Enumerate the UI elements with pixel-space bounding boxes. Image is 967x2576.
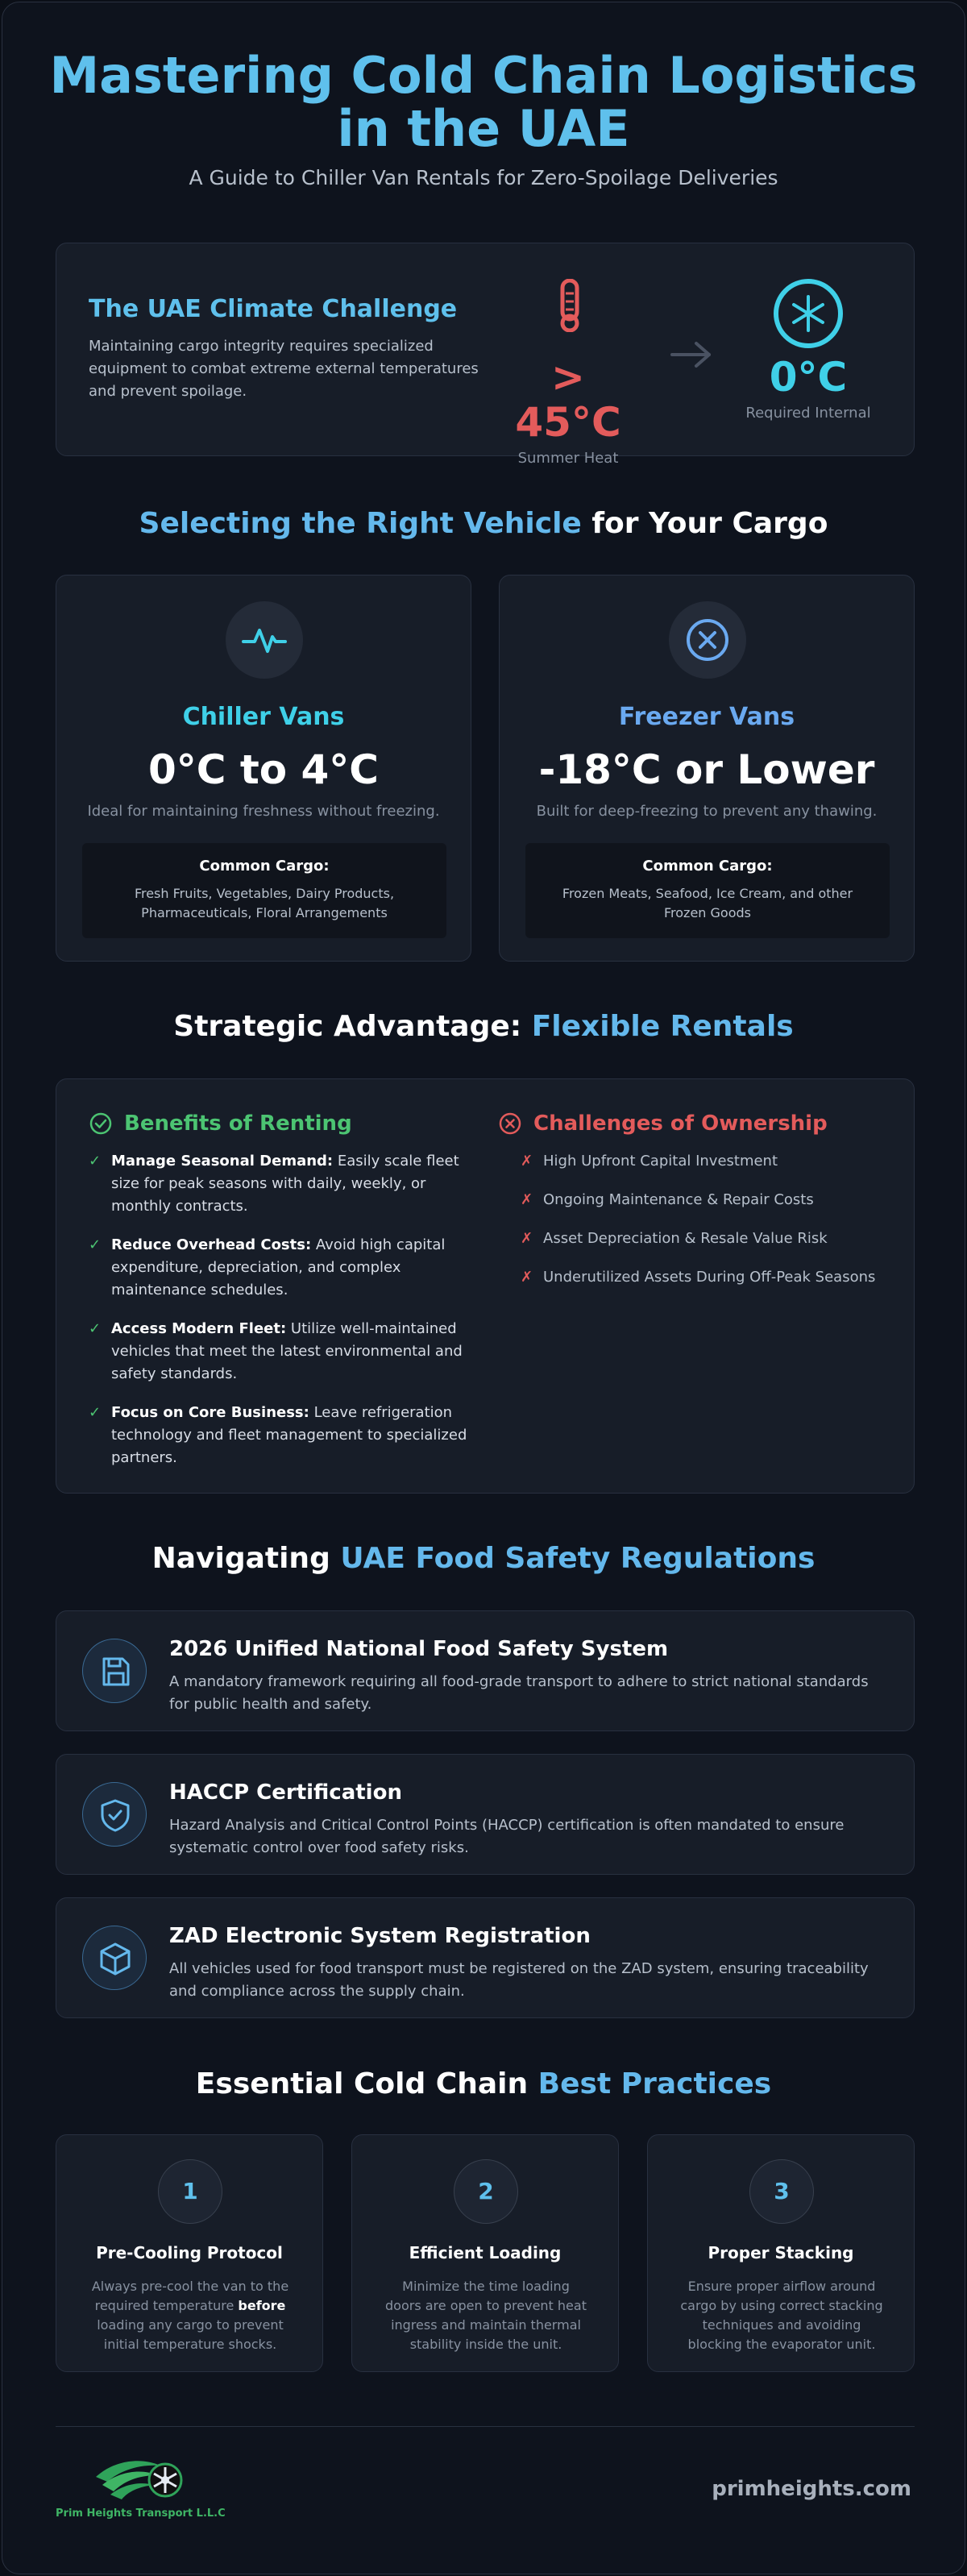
practice-card-efficient-loading xyxy=(351,2134,619,2372)
chiller-vans-card xyxy=(56,575,471,962)
practice-title: Efficient Loading xyxy=(409,2243,562,2262)
save-disk-icon xyxy=(83,1639,147,1704)
regulation-title: ZAD Electronic System Registration xyxy=(169,1924,591,1948)
practice-title: Pre-Cooling Protocol xyxy=(96,2243,283,2262)
regulations-section-heading: Navigating UAE Food Safety Regulations xyxy=(151,1542,816,1575)
vehicles-section-heading: Selecting the Right Vehicle for Your Cargo xyxy=(139,507,828,540)
climate-challenge-card xyxy=(56,243,915,467)
benefit-item: ✓ Access Modern Fleet: Utilize well-maintained vehicles that meet the latest environmental and safety standards. xyxy=(89,1318,467,1386)
regulation-title: HACCP Certification xyxy=(169,1780,402,1805)
regulation-icon-circle xyxy=(82,1782,147,1847)
practice-text: Minimize the time loading doors are open to prevent heat ingress and maintain thermal stability inside the unit. xyxy=(385,2279,587,2352)
page-title: Mastering Cold Chain Logistics in the UAE xyxy=(49,46,918,158)
freezer-cargo-list: Frozen Meats, Seafood, Ice Cream, and other Frozen Goods xyxy=(562,886,853,920)
external-temp-label: Summer Heat xyxy=(517,450,619,467)
challenges-list xyxy=(521,1150,891,1305)
regulation-text: All vehicles used for food transport must be registered on the ZAD system, ensuring traceability and compliance across the supply chain. xyxy=(169,1960,869,2000)
challenge-item: ✗ Asset Depreciation & Resale Value Risk xyxy=(521,1228,891,1250)
step-number-badge: 1 xyxy=(158,2159,222,2224)
chiller-cargo-box: Common Cargo: Fresh Fruits, Vegetables, Dairy Products, Pharmaceuticals, Floral Arrangements xyxy=(82,843,446,938)
rentals-comparison-card xyxy=(56,1078,915,1494)
check-mark-icon: ✓ xyxy=(89,1404,102,1421)
logo-mark-icon xyxy=(91,2453,188,2504)
challenges-heading: Challenges of Ownership xyxy=(533,1111,828,1136)
chiller-vans-title: Chiller Vans xyxy=(182,703,345,731)
regulation-icon-circle xyxy=(82,1926,147,1990)
chiller-cargo-list: Fresh Fruits, Vegetables, Dairy Products, Pharmaceuticals, Floral Arrangements xyxy=(134,886,395,920)
practice-card-pre-cooling xyxy=(56,2134,323,2372)
practice-text: Ensure proper airflow around cargo by using correct stacking techniques and avoiding blocking the evaporator unit. xyxy=(680,2279,883,2352)
freezer-vans-title: Freezer Vans xyxy=(618,703,795,731)
snowflake-icon xyxy=(772,277,845,350)
infographic-page xyxy=(2,2,965,2574)
shield-check-icon xyxy=(83,1783,147,1847)
company-name: Prim Heights Transport L.L.C xyxy=(56,2507,226,2520)
climate-text: Maintaining cargo integrity requires specialized equipment to combat extreme external temperatures and prevent spoilage. xyxy=(89,338,479,400)
cross-mark-icon: ✗ xyxy=(521,1230,533,1247)
check-circle-icon xyxy=(89,1111,113,1136)
freeze-x-icon xyxy=(669,601,746,679)
internal-temp-stat xyxy=(728,355,889,422)
benefits-list xyxy=(89,1150,467,1485)
regulation-card-zad xyxy=(56,1897,915,2018)
benefit-item: ✓ Reduce Overhead Costs: Avoid high capital expenditure, depreciation, and complex maintenance schedules. xyxy=(89,1234,467,1302)
challenge-item: ✗ Ongoing Maintenance & Repair Costs xyxy=(521,1189,891,1211)
chiller-description: Ideal for maintaining freshness without freezing. xyxy=(87,803,440,820)
cross-mark-icon: ✗ xyxy=(521,1153,533,1170)
cross-mark-icon: ✗ xyxy=(521,1269,533,1286)
x-circle-icon xyxy=(498,1111,522,1136)
pulse-icon xyxy=(226,601,303,679)
website-link[interactable]: primheights.com xyxy=(712,2477,911,2501)
benefits-heading: Benefits of Renting xyxy=(124,1111,352,1136)
regulation-text: A mandatory framework requiring all food-grade transport to adhere to strict national standards for public health and safety. xyxy=(169,1673,869,1713)
climate-heading: The UAE Climate Challenge xyxy=(89,295,458,323)
check-mark-icon: ✓ xyxy=(89,1236,102,1253)
freezer-icon-circle xyxy=(669,601,746,679)
regulation-icon-circle xyxy=(82,1639,147,1703)
page-subtitle: A Guide to Chiller Van Rentals for Zero-Spoilage Deliveries xyxy=(189,166,778,189)
challenge-item: ✗ Underutilized Assets During Off-Peak Seasons xyxy=(521,1266,891,1289)
external-temp-value: > 45°C xyxy=(515,354,621,446)
cross-mark-icon: ✗ xyxy=(521,1191,533,1208)
cube-icon xyxy=(83,1926,147,1991)
regulation-card-haccp xyxy=(56,1754,915,1875)
step-number-badge: 3 xyxy=(749,2159,814,2224)
rentals-section-heading: Strategic Advantage: Flexible Rentals xyxy=(173,1010,794,1043)
footer-divider xyxy=(56,2426,915,2427)
practices-section-heading: Essential Cold Chain Best Practices xyxy=(195,2067,772,2100)
practice-card-proper-stacking xyxy=(647,2134,915,2372)
company-logo xyxy=(56,2453,233,2525)
regulation-card-food-safety-system xyxy=(56,1610,915,1731)
check-mark-icon: ✓ xyxy=(89,1153,102,1170)
arrow-right-icon xyxy=(669,339,714,371)
freezer-description: Built for deep-freezing to prevent any thawing. xyxy=(536,803,878,820)
regulation-title: 2026 Unified National Food Safety System xyxy=(169,1637,669,1661)
external-temp-stat xyxy=(492,355,645,467)
chiller-icon-circle xyxy=(226,601,303,679)
challenge-item: ✗ High Upfront Capital Investment xyxy=(521,1150,891,1173)
freezer-temp-range: -18°C or Lower xyxy=(538,746,875,793)
check-mark-icon: ✓ xyxy=(89,1320,102,1337)
step-number-badge: 2 xyxy=(454,2159,518,2224)
chiller-temp-range: 0°C to 4°C xyxy=(147,746,380,793)
internal-temp-value: 0°C xyxy=(769,354,848,401)
thermometer-icon xyxy=(558,279,582,332)
practice-text: Always pre-cool the van to the required temperature before loading any cargo to prevent initial temperature shocks. xyxy=(91,2279,289,2352)
freezer-vans-card xyxy=(499,575,915,962)
freezer-cargo-box: Common Cargo: Frozen Meats, Seafood, Ice Cream, and other Frozen Goods xyxy=(525,843,890,938)
benefit-item: ✓ Focus on Core Business: Leave refrigeration technology and fleet management to specialized partners. xyxy=(89,1402,467,1469)
regulation-text: Hazard Analysis and Critical Control Points (HACCP) certification is often mandated to ensure systematic control over food safety risks. xyxy=(169,1817,845,1856)
benefit-item: ✓ Manage Seasonal Demand: Easily scale fleet size for peak seasons with daily, weekly, or monthly contracts. xyxy=(89,1150,467,1218)
internal-temp-label: Required Internal xyxy=(745,405,871,422)
practice-title: Proper Stacking xyxy=(708,2243,854,2262)
